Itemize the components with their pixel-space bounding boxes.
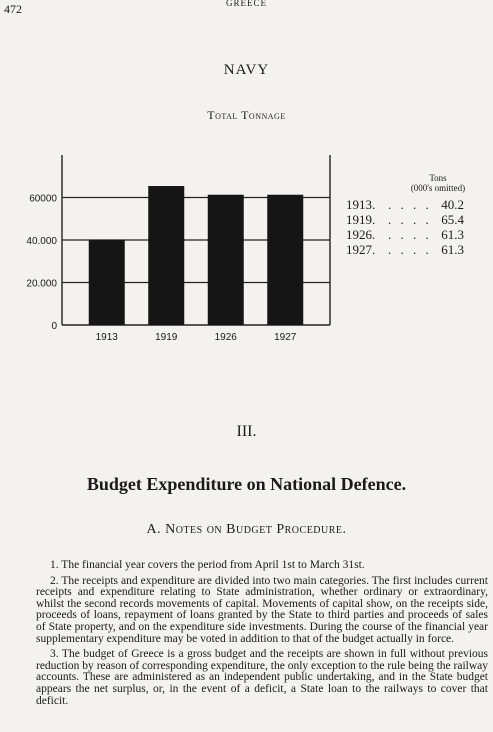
tonnage-row	[346, 227, 466, 242]
tons-column-header	[400, 173, 476, 193]
tons-omitted-note: (000's omitted)	[410, 183, 466, 193]
tonnage-year: 1913.	[346, 197, 376, 212]
subsection-title: A. Notes on Budget Procedure.	[146, 522, 347, 537]
bar	[89, 240, 125, 325]
tonnage-row	[346, 242, 466, 257]
bar	[208, 195, 244, 325]
tonnage-bar-chart	[0, 140, 340, 345]
paragraph-1: 1. The financial year covers the period from April 1st to March 31st.	[50, 559, 365, 571]
part-title: Budget Expenditure on National Defence.	[86, 474, 407, 494]
y-tick-label: 20.000	[26, 278, 57, 290]
section-title: NAVY	[223, 62, 270, 78]
chart-title: Total Tonnage	[207, 108, 286, 122]
tonnage-value: 61.3	[441, 242, 464, 257]
tonnage-row	[346, 197, 466, 212]
bar	[267, 195, 303, 325]
running-head: GREECE	[226, 0, 267, 8]
bar	[148, 186, 184, 325]
body-text	[36, 560, 488, 711]
part-number: III.	[236, 423, 257, 440]
leader-dots: . . . .	[388, 197, 432, 212]
y-tick-label: 0	[51, 321, 57, 332]
y-tick-label: 40.000	[26, 236, 57, 247]
tonnage-value: 61.3	[441, 227, 464, 242]
tonnage-row	[346, 212, 466, 227]
leader-dots: . . . .	[388, 227, 432, 242]
tonnage-value: 65.4	[441, 212, 464, 227]
tonnage-year: 1926.	[346, 227, 376, 242]
x-tick-label: 1927	[274, 332, 297, 343]
tonnage-table	[346, 197, 466, 257]
x-tick-label: 1919	[155, 332, 178, 343]
y-tick-label: 60000	[29, 193, 57, 205]
tonnage-value: 40.2	[441, 197, 464, 212]
tonnage-year: 1927.	[346, 242, 376, 257]
leader-dots: . . . .	[388, 242, 432, 257]
paragraph-3: 3. The budget of Greece is a gross budget and the receipts are shown in full without previous reduction by reason of corresponding expenditure, the only exception to the rule being the railway accounts. These are administered as an independent public undertaking, and in the State budget appears the net surplus, or, in the event of a deficit, a State loan to the railways to cover that deficit.	[36, 648, 488, 707]
tons-unit-label: Tons	[429, 173, 447, 183]
x-tick-label: 1913	[95, 332, 118, 343]
leader-dots: . . . .	[388, 212, 432, 227]
tonnage-year: 1919.	[346, 212, 376, 227]
page-number: 472	[4, 2, 22, 16]
paragraph-2: 2. The receipts and expenditure are divided into two main categories. The first includes current receipts and expenditure relating to State administration, whether ordinary or extraordinary, whilst the second records movements of capital. Movements of capital show, on the receipts side, proceeds of loans, repayment of loans granted by the State to third parties and proceeds of sales of State property, and on the expenditure side investments. During the course of the financial year supplementary expenditure may be voted in addition to that of the budget actually in force.	[36, 574, 488, 645]
x-tick-label: 1926	[214, 332, 237, 343]
